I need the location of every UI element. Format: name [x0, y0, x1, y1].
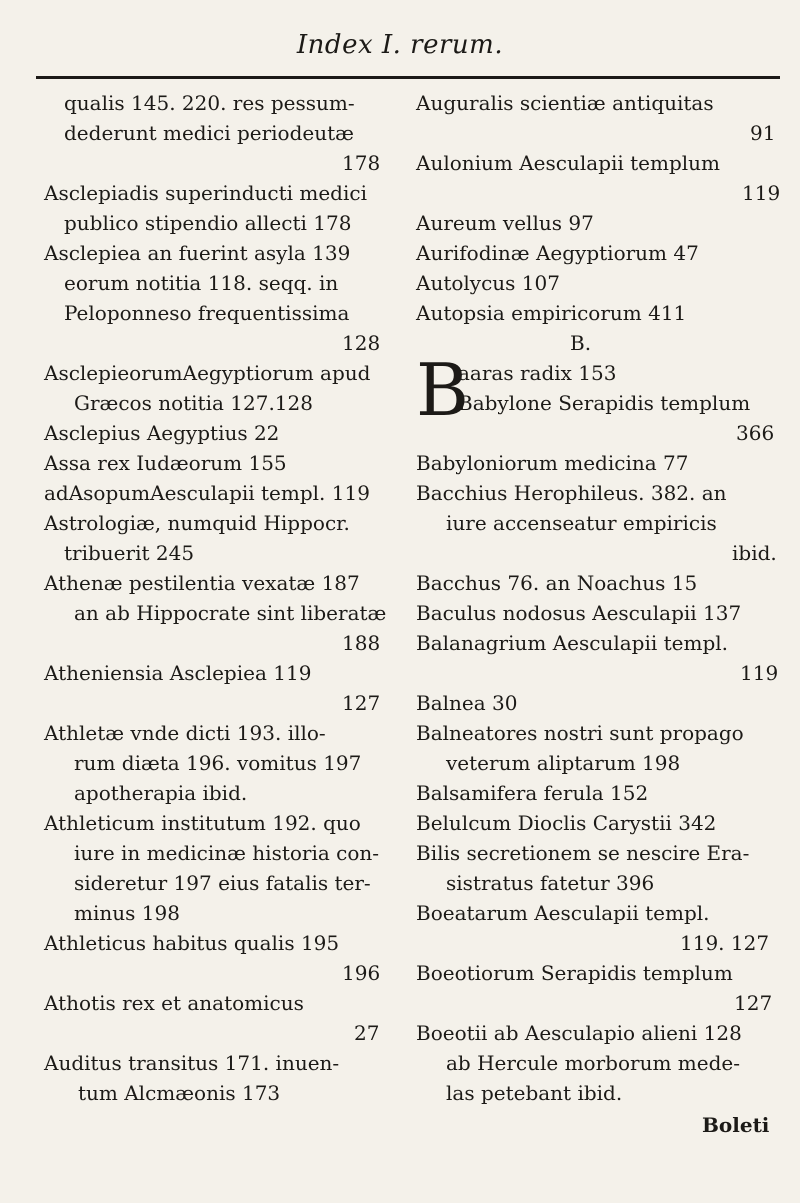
index-entry: minus 198 [74, 901, 180, 925]
index-entry: aaras radix 153 [458, 361, 617, 385]
index-entry: Atheniensia Asclepiea 119 [44, 661, 312, 685]
index-entry: Babylone Serapidis templum [458, 391, 751, 415]
index-entry: Aulonium Aesculapii templum [416, 151, 721, 175]
index-entry: las petebant ibid. [446, 1081, 623, 1105]
index-entry: Athenæ pestilentia vexatæ 187 [44, 571, 360, 595]
index-entry: Athleticum institutum 192. quo [44, 811, 361, 835]
index-entry: Boeatarum Aesculapii templ. [416, 901, 710, 925]
index-entry: Peloponneso frequentissima [64, 301, 350, 325]
index-entry: Aureum vellus 97 [416, 211, 594, 235]
index-entry: an ab Hippocrate sint liberatæ [74, 601, 387, 625]
index-entry: Asclepiadis superinducti medici [44, 181, 367, 205]
index-entry: eorum notitia 118. seqq. in [64, 271, 339, 295]
index-entry: 128 [342, 331, 381, 355]
catchword: Boleti [702, 1113, 770, 1137]
index-entry: Autopsia empiricorum 411 [416, 301, 687, 325]
index-entry: 196 [342, 961, 381, 985]
index-entry: tribuerit 245 [64, 541, 195, 565]
index-entry: Assa rex Iudæorum 155 [44, 451, 287, 475]
index-entry: Athleticus habitus qualis 195 [44, 931, 340, 955]
index-entry: Astrologiæ, numquid Hippocr. [44, 511, 350, 535]
index-entry: publico stipendio allecti 178 [64, 211, 352, 235]
index-entry: 27 [354, 1021, 380, 1045]
index-entry: Asclepius Aegyptius 22 [44, 421, 280, 445]
index-entry: tum Alcmæonis 173 [78, 1081, 281, 1105]
index-entry: Boeotiorum Serapidis templum [416, 961, 733, 985]
index-entry: adAsopumAesculapii templ. 119 [44, 481, 370, 505]
index-entry: Bacchius Herophileus. 382. an [416, 481, 727, 505]
index-entry: Aurifodinæ Aegyptiorum 47 [416, 241, 699, 265]
header-rule [36, 76, 780, 79]
index-entry: Auguralis scientiæ antiquitas [416, 91, 714, 115]
page-header: Index I. rerum. [296, 30, 504, 60]
index-entry: Auditus transitus 171. inuen- [44, 1051, 340, 1075]
index-entry: Babyloniorum medicina 77 [416, 451, 689, 475]
index-entry: Bacchus 76. an Noachus 15 [416, 571, 698, 595]
index-entry: 91 [750, 121, 776, 145]
index-entry: 119 [742, 181, 781, 205]
index-entry: veterum aliptarum 198 [446, 751, 681, 775]
index-entry: ibid. [732, 541, 777, 565]
index-entry: Baculus nodosus Aesculapii 137 [416, 601, 742, 625]
index-entry: 127 [342, 691, 381, 715]
index-entry: Autolycus 107 [416, 271, 560, 295]
index-entry: 127 [734, 991, 773, 1015]
index-entry: dederunt medici periodeutæ [64, 121, 354, 145]
index-entry: 366 [736, 421, 775, 445]
index-entry: 119. 127 [680, 931, 770, 955]
index-entry: 188 [342, 631, 381, 655]
index-entry: apotherapia ibid. [74, 781, 248, 805]
index-entry: Athletæ vnde dicti 193. illo- [44, 721, 326, 745]
initial-letter-B: B [416, 348, 469, 432]
index-entry: Balnea 30 [416, 691, 518, 715]
index-entry: 119 [740, 661, 779, 685]
index-entry: sistratus fatetur 396 [446, 871, 655, 895]
index-entry: AsclepieorumAegyptiorum apud [44, 361, 371, 385]
index-entry: qualis 145. 220. res pessum- [64, 91, 355, 115]
index-entry: rum diæta 196. vomitus 197 [74, 751, 362, 775]
index-entry: Balneatores nostri sunt propago [416, 721, 744, 745]
index-entry: Belulcum Dioclis Carystii 342 [416, 811, 717, 835]
index-entry: iure in medicinæ historia con- [74, 841, 380, 865]
index-entry: Bilis secretionem se nescire Era- [416, 841, 750, 865]
index-entry: iure accenseatur empiricis [446, 511, 717, 535]
index-entry: Asclepiea an fuerint asyla 139 [44, 241, 351, 265]
index-entry: Balsamifera ferula 152 [416, 781, 649, 805]
index-entry: Boeotii ab Aesculapio alieni 128 [416, 1021, 742, 1045]
index-entry: Græcos notitia 127.128 [74, 391, 313, 415]
index-entry: 178 [342, 151, 381, 175]
section-letter: B. [570, 331, 592, 355]
index-entry: sideretur 197 eius fatalis ter- [74, 871, 371, 895]
index-entry: Athotis rex et anatomicus [44, 991, 304, 1015]
index-entry: ab Hercule morborum mede- [446, 1051, 740, 1075]
index-entry: Balanagrium Aesculapii templ. [416, 631, 729, 655]
